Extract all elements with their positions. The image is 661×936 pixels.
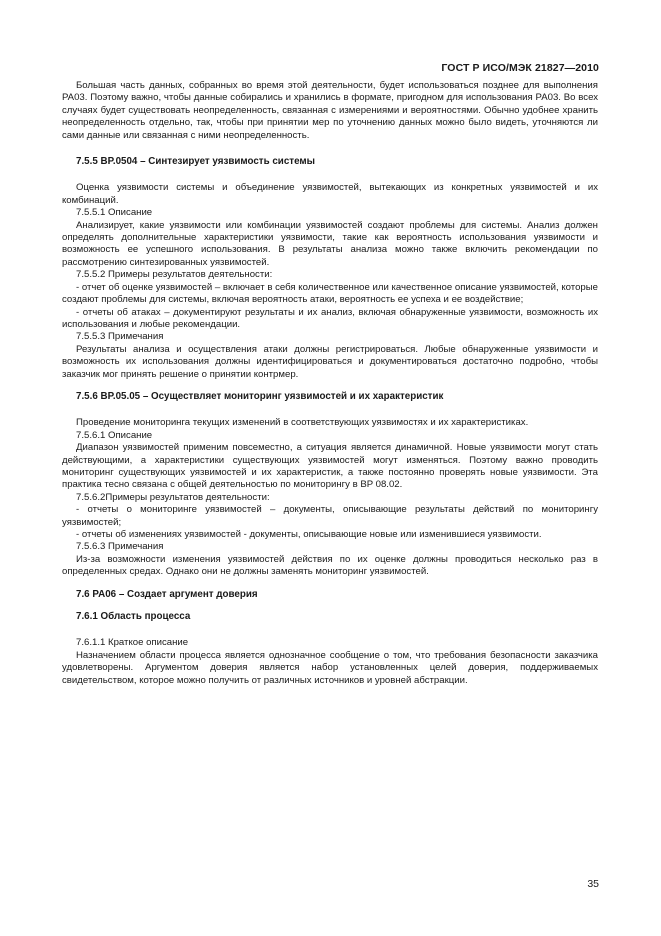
standard-header: ГОСТ Р ИСО/МЭК 21827—2010 bbox=[441, 62, 599, 74]
subsection-title: 7.5.5.3 Примечания bbox=[76, 331, 164, 343]
subsection-title: 7.5.6.1 Описание bbox=[76, 429, 153, 441]
subsection-title: 7.5.5.1 Описание bbox=[76, 207, 153, 219]
page-number: 35 bbox=[587, 878, 599, 890]
paragraph: Из-за возможности изменения уязвимостей действия по их оценке должны проводиться несколько раз в определенных средах. Однако они не должны заменять мониторинг уязвимостей. bbox=[62, 553, 598, 578]
paragraph: Анализирует, какие уязвимости или комбинации уязвимостей создают проблемы для системы. Анализ должен определять дополнительные характеристики уязвимости, такие как вероятность использования уязвимости и возможность ее успешного использования. В результаты анализа можно также включить рекомендации по рассмотрению синтезированных уязвимостей. bbox=[62, 219, 598, 268]
section-heading-7-6-1: 7.6.1 Область процесса bbox=[76, 611, 191, 623]
section-heading-7-6: 7.6 PA06 – Создает аргумент доверия bbox=[76, 588, 258, 600]
subsection-title: 7.5.6.2Примеры результатов деятельности: bbox=[76, 491, 270, 503]
list-item: - отчеты об изменениях уязвимостей - документы, описывающие новые или изменившиеся уязвимости. bbox=[76, 529, 542, 540]
subsection-title: 7.6.1.1 Краткое описание bbox=[76, 637, 189, 649]
paragraph: Диапазон уязвимостей применим повсеместно, а ситуация является динамичной. Новые уязвимости могут стать действующими, а характеристики существующих уязвимостей могут изменяться. Поэтому важно проводить мониторинг существующих уязвимостей и их характеристик, а также постоянно проверять новые уязвимости. Эта практика тесно связана с общей деятельностью по мониторингу в BP 08.02. bbox=[62, 442, 598, 491]
section-heading-7-5-5: 7.5.5 BP.0504 – Синтезирует уязвимость системы bbox=[76, 156, 315, 168]
list-item: - отчет об оценке уязвимостей – включает в себя количественное или качественное описание уязвимостей, которые создают проблемы для системы, включая вероятность атаки, вероятность ее успеха и ее воздействие; bbox=[62, 281, 598, 306]
paragraph: Проведение мониторинга текущих изменений в соответствующих уязвимостях и их характеристиках. bbox=[76, 417, 529, 429]
list-item: - отчеты об атаках – документируют результаты и их анализ, включая обнаруженные уязвимости, возможность их использования и любые рекомендации. bbox=[62, 306, 598, 330]
paragraph: Результаты анализа и осуществления атаки должны регистрироваться. Любые обнаруженные уязвимости и возможность их использования должны идентифицироваться и документироваться достаточно подробно, чтобы заказчик мог принять решение о принятии контрмер. bbox=[62, 343, 598, 380]
page-body bbox=[62, 80, 598, 687]
subsection-title: 7.5.5.2 Примеры результатов деятельности: bbox=[76, 269, 273, 281]
list-item: - отчеты о мониторинге уязвимостей – документы, описывающие результаты действий по мониторингу уязвимостей; bbox=[62, 504, 598, 528]
section-heading-7-5-6: 7.5.6 BP.05.05 – Осуществляет мониторинг уязвимостей и их характеристик bbox=[76, 390, 444, 402]
paragraph: Большая часть данных, собранных во время этой деятельности, будет использоваться позднее для выполнения PA03. Поэтому важно, чтобы данные собирались и хранились в формате, пригодном для использования PA03. Во всех случаях будет существовать неопределенность, связанная с измерениями и вероятностями. Обычно удобнее хранить неопределенность отдельно, так, чтобы при принятии мер по уточнению данных можно было видеть, уточняются ли сами данные или связанная с ними неопределенность. bbox=[62, 80, 598, 141]
paragraph: Назначением области процесса является однозначное сообщение о том, что требования безопасности заказчика удовлетворены. Аргументом доверия является набор установленных целей доверия, поддерживаемых свидетельством, которое можно получить от различных источников и уровней абстракции. bbox=[62, 649, 598, 686]
subsection-title: 7.5.6.3 Примечания bbox=[76, 541, 164, 553]
paragraph: Оценка уязвимости системы и объединение уязвимостей, вытекающих из конкретных уязвимостей и их комбинаций. bbox=[62, 182, 598, 206]
